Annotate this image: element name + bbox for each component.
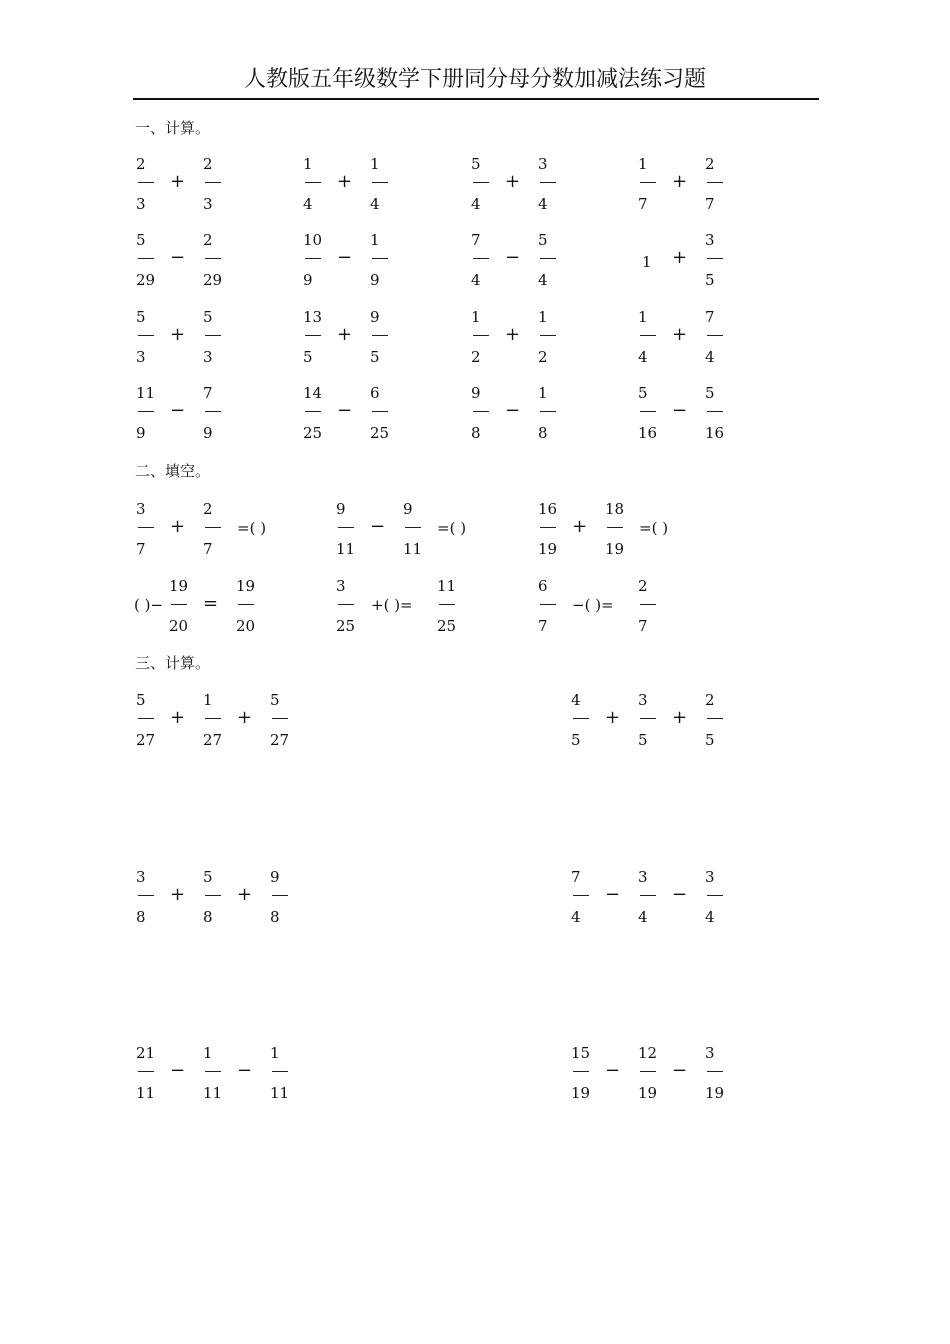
denominator: 11 bbox=[203, 1084, 223, 1102]
denominator: 4 bbox=[705, 908, 715, 926]
denominator: 8 bbox=[270, 908, 280, 926]
denominator: 5 bbox=[705, 271, 715, 289]
fraction bbox=[136, 384, 170, 448]
fraction-bar bbox=[205, 527, 221, 528]
operator: − bbox=[605, 884, 621, 905]
fraction-bar bbox=[640, 895, 656, 896]
denominator: 4 bbox=[471, 195, 481, 213]
equals-sign: = bbox=[203, 593, 219, 614]
fraction bbox=[370, 231, 404, 295]
fraction-bar bbox=[640, 604, 656, 605]
numerator: 1 bbox=[638, 155, 648, 173]
denominator: 11 bbox=[270, 1084, 290, 1102]
denominator: 4 bbox=[538, 195, 548, 213]
fraction-bar bbox=[238, 604, 254, 605]
fraction bbox=[136, 691, 170, 755]
operator: + bbox=[337, 324, 353, 345]
fraction bbox=[705, 868, 739, 932]
fraction-bar bbox=[205, 411, 221, 412]
operator: + bbox=[572, 516, 588, 537]
fraction bbox=[203, 231, 237, 295]
numerator: 3 bbox=[638, 868, 648, 886]
fraction bbox=[270, 1044, 304, 1108]
fraction-bar bbox=[272, 1071, 288, 1072]
fraction bbox=[538, 577, 572, 641]
numerator: 2 bbox=[203, 500, 213, 518]
numerator: 1 bbox=[471, 308, 481, 326]
fraction bbox=[203, 1044, 237, 1108]
numerator: 2 bbox=[705, 691, 715, 709]
denominator: 16 bbox=[705, 424, 725, 442]
fraction-bar bbox=[305, 182, 321, 183]
fraction-bar bbox=[305, 335, 321, 336]
numerator: 2 bbox=[203, 231, 213, 249]
numerator: 7 bbox=[571, 868, 581, 886]
operator: − bbox=[170, 400, 186, 421]
denominator: 25 bbox=[437, 617, 457, 635]
numerator: 16 bbox=[538, 500, 558, 518]
operator: − bbox=[237, 1060, 253, 1081]
fraction bbox=[336, 577, 370, 641]
fraction-bar bbox=[707, 258, 723, 259]
denominator: 8 bbox=[538, 424, 548, 442]
fraction bbox=[571, 691, 605, 755]
fraction-bar bbox=[205, 895, 221, 896]
operator: + bbox=[170, 171, 186, 192]
fraction bbox=[437, 577, 471, 641]
numerator: 3 bbox=[705, 231, 715, 249]
numerator: 18 bbox=[605, 500, 625, 518]
numerator: 21 bbox=[136, 1044, 156, 1062]
denominator: 25 bbox=[336, 617, 356, 635]
fraction bbox=[303, 231, 337, 295]
fraction-bar bbox=[272, 718, 288, 719]
fraction-bar bbox=[138, 527, 154, 528]
denominator: 19 bbox=[538, 540, 558, 558]
numerator: 2 bbox=[136, 155, 146, 173]
fraction-bar bbox=[540, 604, 556, 605]
operator: − bbox=[170, 247, 186, 268]
denominator: 4 bbox=[370, 195, 380, 213]
denominator: 25 bbox=[303, 424, 323, 442]
numerator: 5 bbox=[136, 308, 146, 326]
fraction-bar bbox=[573, 718, 589, 719]
denominator: 4 bbox=[638, 348, 648, 366]
numerator: 5 bbox=[136, 691, 146, 709]
denominator: 9 bbox=[203, 424, 213, 442]
fraction bbox=[203, 155, 237, 219]
fraction-bar bbox=[640, 182, 656, 183]
fraction bbox=[571, 1044, 605, 1108]
fraction bbox=[270, 868, 304, 932]
denominator: 27 bbox=[270, 731, 290, 749]
fraction bbox=[638, 577, 672, 641]
denominator: 2 bbox=[471, 348, 481, 366]
fraction bbox=[705, 308, 739, 372]
fraction bbox=[303, 155, 337, 219]
numerator: 4 bbox=[571, 691, 581, 709]
fraction bbox=[136, 1044, 170, 1108]
numerator: 2 bbox=[203, 155, 213, 173]
operator: + bbox=[672, 707, 688, 728]
operator: + bbox=[170, 707, 186, 728]
numerator: 9 bbox=[471, 384, 481, 402]
fraction-bar bbox=[205, 718, 221, 719]
numerator: 3 bbox=[136, 868, 146, 886]
operator: + bbox=[237, 884, 253, 905]
denominator: 4 bbox=[638, 908, 648, 926]
numerator: 5 bbox=[203, 868, 213, 886]
operator: − bbox=[605, 1060, 621, 1081]
operator: + bbox=[170, 516, 186, 537]
fraction-bar bbox=[138, 718, 154, 719]
denominator: 27 bbox=[203, 731, 223, 749]
denominator: 20 bbox=[169, 617, 189, 635]
denominator: 2 bbox=[538, 348, 548, 366]
title-underline bbox=[133, 98, 819, 100]
operator: − bbox=[672, 400, 688, 421]
denominator: 8 bbox=[203, 908, 213, 926]
numerator: 5 bbox=[471, 155, 481, 173]
numerator: 5 bbox=[538, 231, 548, 249]
operator: − bbox=[672, 884, 688, 905]
fraction bbox=[136, 308, 170, 372]
fraction bbox=[370, 155, 404, 219]
fraction bbox=[403, 500, 437, 564]
operator: + bbox=[605, 707, 621, 728]
fraction bbox=[638, 384, 672, 448]
operator: + bbox=[170, 884, 186, 905]
operator: − bbox=[370, 516, 386, 537]
denominator: 8 bbox=[136, 908, 146, 926]
denominator: 7 bbox=[638, 617, 648, 635]
denominator: 7 bbox=[705, 195, 715, 213]
denominator: 11 bbox=[136, 1084, 156, 1102]
fraction-bar bbox=[439, 604, 455, 605]
numerator: 3 bbox=[705, 1044, 715, 1062]
fraction bbox=[136, 231, 170, 295]
fraction-bar bbox=[473, 335, 489, 336]
fraction-bar bbox=[707, 895, 723, 896]
denominator: 3 bbox=[136, 195, 146, 213]
fraction bbox=[638, 308, 672, 372]
fraction-bar bbox=[707, 718, 723, 719]
numerator: 3 bbox=[705, 868, 715, 886]
numerator: 10 bbox=[303, 231, 323, 249]
fraction bbox=[538, 231, 572, 295]
fraction-bar bbox=[473, 258, 489, 259]
fraction bbox=[136, 868, 170, 932]
numerator: 14 bbox=[303, 384, 323, 402]
fraction-bar bbox=[640, 718, 656, 719]
fraction bbox=[336, 500, 370, 564]
numerator: 11 bbox=[136, 384, 156, 402]
answer-blank: =( ) bbox=[237, 519, 267, 537]
fraction-bar bbox=[573, 1071, 589, 1072]
fraction-bar bbox=[205, 258, 221, 259]
fraction-bar bbox=[540, 527, 556, 528]
denominator: 7 bbox=[136, 540, 146, 558]
numerator: 6 bbox=[538, 577, 548, 595]
answer-blank: =( ) bbox=[639, 519, 669, 537]
denominator: 7 bbox=[538, 617, 548, 635]
fraction bbox=[236, 577, 270, 641]
fraction bbox=[705, 1044, 739, 1108]
numerator: 9 bbox=[336, 500, 346, 518]
fraction-bar bbox=[205, 335, 221, 336]
fraction bbox=[538, 155, 572, 219]
numerator: 12 bbox=[638, 1044, 658, 1062]
denominator: 4 bbox=[471, 271, 481, 289]
fraction bbox=[538, 308, 572, 372]
denominator: 16 bbox=[638, 424, 658, 442]
fraction bbox=[203, 384, 237, 448]
fraction-bar bbox=[540, 182, 556, 183]
fraction-bar bbox=[205, 1071, 221, 1072]
numerator: 3 bbox=[638, 691, 648, 709]
missing-term-blank: −( )= bbox=[572, 596, 614, 614]
fraction-bar bbox=[138, 182, 154, 183]
fraction bbox=[705, 384, 739, 448]
operator: + bbox=[505, 171, 521, 192]
numerator: 5 bbox=[203, 308, 213, 326]
fraction-bar bbox=[707, 1071, 723, 1072]
operator: + bbox=[505, 324, 521, 345]
fraction bbox=[471, 384, 505, 448]
denominator: 9 bbox=[370, 271, 380, 289]
numerator: 9 bbox=[403, 500, 413, 518]
fraction-bar bbox=[305, 411, 321, 412]
operator: − bbox=[505, 400, 521, 421]
fraction-bar bbox=[540, 411, 556, 412]
numerator: 1 bbox=[270, 1044, 280, 1062]
page-title: 人教版五年级数学下册同分母分数加减法练习题 bbox=[243, 67, 706, 92]
numerator: 1 bbox=[370, 231, 380, 249]
fraction bbox=[705, 155, 739, 219]
denominator: 5 bbox=[705, 731, 715, 749]
fraction bbox=[638, 1044, 672, 1108]
numerator: 1 bbox=[538, 384, 548, 402]
fraction-bar bbox=[540, 335, 556, 336]
fraction-bar bbox=[372, 258, 388, 259]
denominator: 7 bbox=[638, 195, 648, 213]
numerator: 9 bbox=[270, 868, 280, 886]
fraction bbox=[638, 868, 672, 932]
fraction bbox=[638, 155, 672, 219]
denominator: 4 bbox=[705, 348, 715, 366]
fraction bbox=[203, 868, 237, 932]
fraction-bar bbox=[272, 895, 288, 896]
numerator: 2 bbox=[638, 577, 648, 595]
fraction bbox=[705, 691, 739, 755]
numerator: 19 bbox=[169, 577, 189, 595]
denominator: 11 bbox=[336, 540, 356, 558]
operator: + bbox=[170, 324, 186, 345]
numerator: 3 bbox=[538, 155, 548, 173]
numerator: 1 bbox=[203, 1044, 213, 1062]
numerator: 7 bbox=[471, 231, 481, 249]
fraction-bar bbox=[640, 335, 656, 336]
fraction-bar bbox=[171, 604, 187, 605]
denominator: 11 bbox=[403, 540, 423, 558]
fraction-bar bbox=[473, 182, 489, 183]
fraction-bar bbox=[338, 527, 354, 528]
fraction bbox=[370, 384, 404, 448]
fraction bbox=[571, 868, 605, 932]
section-3-heading: 三、计算。 bbox=[135, 654, 211, 672]
denominator: 19 bbox=[571, 1084, 591, 1102]
fraction bbox=[471, 231, 505, 295]
numerator: 1 bbox=[303, 155, 313, 173]
fraction bbox=[370, 308, 404, 372]
fraction bbox=[638, 691, 672, 755]
fraction bbox=[471, 308, 505, 372]
fraction-bar bbox=[205, 182, 221, 183]
fraction-bar bbox=[573, 895, 589, 896]
fraction-bar bbox=[138, 258, 154, 259]
denominator: 4 bbox=[571, 908, 581, 926]
denominator: 25 bbox=[370, 424, 390, 442]
fraction-bar bbox=[707, 411, 723, 412]
denominator: 19 bbox=[705, 1084, 725, 1102]
fraction-bar bbox=[707, 182, 723, 183]
numerator: 6 bbox=[370, 384, 380, 402]
numerator: 1 bbox=[203, 691, 213, 709]
operator: + bbox=[672, 171, 688, 192]
operator: + bbox=[672, 324, 688, 345]
fraction bbox=[705, 231, 739, 295]
numerator: 3 bbox=[136, 500, 146, 518]
numerator: 15 bbox=[571, 1044, 591, 1062]
fraction-bar bbox=[305, 258, 321, 259]
denominator: 9 bbox=[136, 424, 146, 442]
numerator: 1 bbox=[370, 155, 380, 173]
denominator: 3 bbox=[136, 348, 146, 366]
fraction-bar bbox=[473, 411, 489, 412]
numerator: 11 bbox=[437, 577, 457, 595]
denominator: 8 bbox=[471, 424, 481, 442]
operator: − bbox=[505, 247, 521, 268]
denominator: 3 bbox=[203, 348, 213, 366]
denominator: 5 bbox=[303, 348, 313, 366]
fraction-bar bbox=[640, 1071, 656, 1072]
denominator: 5 bbox=[571, 731, 581, 749]
fraction-bar bbox=[707, 335, 723, 336]
fraction-bar bbox=[138, 1071, 154, 1072]
operator: − bbox=[337, 400, 353, 421]
operator: − bbox=[337, 247, 353, 268]
whole-number: 1 bbox=[642, 253, 652, 271]
fraction-bar bbox=[338, 604, 354, 605]
fraction bbox=[303, 308, 337, 372]
fraction-bar bbox=[138, 335, 154, 336]
fraction-bar bbox=[540, 258, 556, 259]
missing-term-blank: +( )= bbox=[371, 596, 413, 614]
fraction bbox=[136, 155, 170, 219]
numerator: 7 bbox=[705, 308, 715, 326]
fraction-bar bbox=[372, 335, 388, 336]
denominator: 19 bbox=[638, 1084, 658, 1102]
numerator: 5 bbox=[270, 691, 280, 709]
fraction bbox=[203, 500, 237, 564]
operator: − bbox=[170, 1060, 186, 1081]
numerator: 1 bbox=[638, 308, 648, 326]
numerator: 5 bbox=[638, 384, 648, 402]
denominator: 29 bbox=[136, 271, 156, 289]
fraction bbox=[303, 384, 337, 448]
numerator: 2 bbox=[705, 155, 715, 173]
denominator: 7 bbox=[203, 540, 213, 558]
fraction-bar bbox=[607, 527, 623, 528]
operator: − bbox=[672, 1060, 688, 1081]
fraction-bar bbox=[138, 895, 154, 896]
numerator: 7 bbox=[203, 384, 213, 402]
operator: + bbox=[337, 171, 353, 192]
fraction bbox=[270, 691, 304, 755]
fraction bbox=[605, 500, 639, 564]
numerator: 5 bbox=[136, 231, 146, 249]
fraction bbox=[538, 384, 572, 448]
numerator: 5 bbox=[705, 384, 715, 402]
fraction bbox=[169, 577, 203, 641]
numerator: 9 bbox=[370, 308, 380, 326]
missing-term-blank: ( )− bbox=[134, 596, 164, 614]
fraction-bar bbox=[405, 527, 421, 528]
fraction bbox=[471, 155, 505, 219]
fraction-bar bbox=[138, 411, 154, 412]
section-2-heading: 二、填空。 bbox=[135, 462, 211, 480]
numerator: 3 bbox=[336, 577, 346, 595]
numerator: 19 bbox=[236, 577, 256, 595]
fraction bbox=[203, 308, 237, 372]
numerator: 1 bbox=[538, 308, 548, 326]
denominator: 5 bbox=[638, 731, 648, 749]
fraction bbox=[136, 500, 170, 564]
denominator: 20 bbox=[236, 617, 256, 635]
fraction bbox=[538, 500, 572, 564]
denominator: 27 bbox=[136, 731, 156, 749]
operator: + bbox=[672, 247, 688, 268]
denominator: 9 bbox=[303, 271, 313, 289]
fraction-bar bbox=[372, 182, 388, 183]
answer-blank: =( ) bbox=[437, 519, 467, 537]
fraction-bar bbox=[372, 411, 388, 412]
denominator: 3 bbox=[203, 195, 213, 213]
denominator: 4 bbox=[538, 271, 548, 289]
fraction bbox=[203, 691, 237, 755]
numerator: 13 bbox=[303, 308, 323, 326]
denominator: 19 bbox=[605, 540, 625, 558]
section-1-heading: 一、计算。 bbox=[135, 119, 211, 137]
operator: + bbox=[237, 707, 253, 728]
denominator: 29 bbox=[203, 271, 223, 289]
fraction-bar bbox=[640, 411, 656, 412]
denominator: 4 bbox=[303, 195, 313, 213]
denominator: 5 bbox=[370, 348, 380, 366]
